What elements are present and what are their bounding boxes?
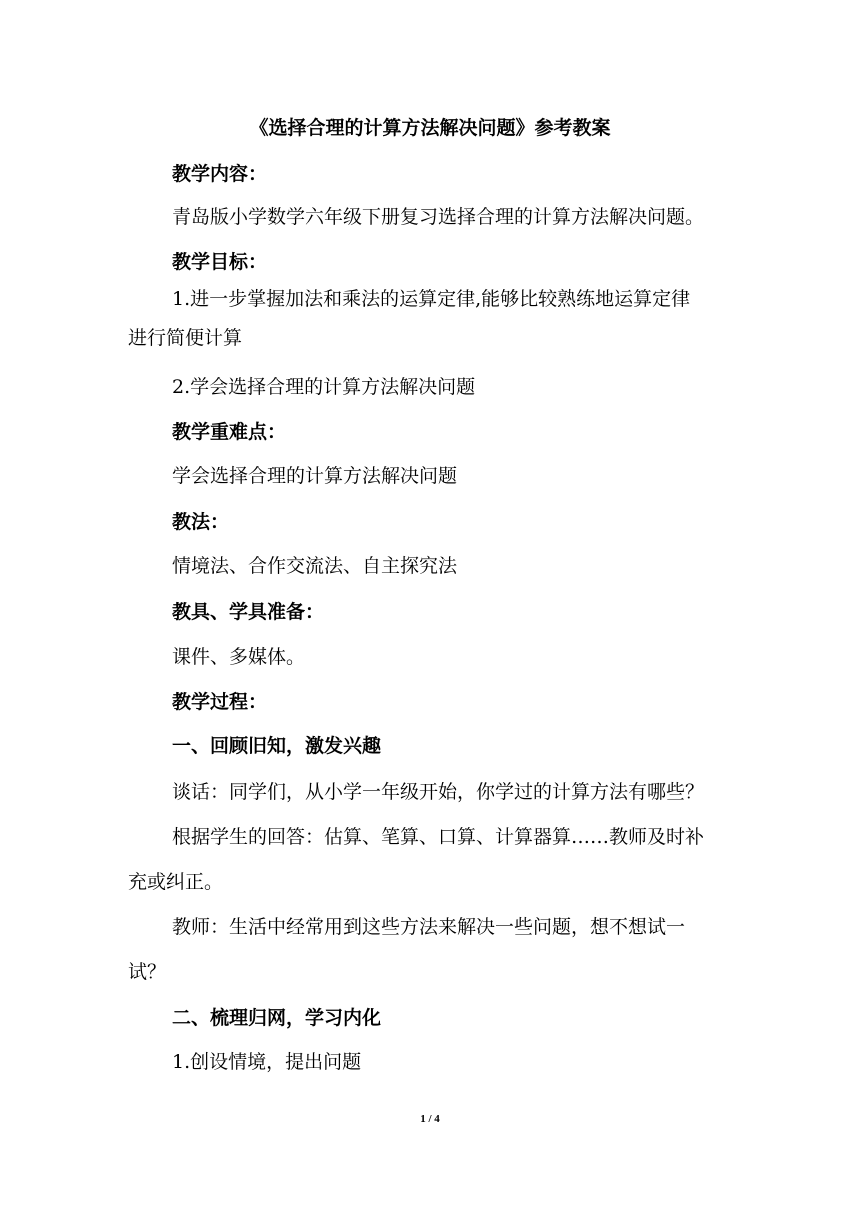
document-title: 《选择合理的计算方法解决问题》参考教案 bbox=[249, 117, 611, 139]
answer-line-2: 充或纠正。 bbox=[128, 871, 224, 893]
teacher-line-1: 教师：生活中经常用到这些方法来解决一些问题，想不想试一 bbox=[172, 916, 686, 938]
methods-heading: 教法： bbox=[172, 511, 230, 533]
goal-1-line-2: 进行简便计算 bbox=[128, 327, 243, 349]
content-heading: 教学内容： bbox=[172, 163, 268, 185]
teacher-line-2: 试？ bbox=[128, 961, 167, 983]
content-text: 青岛版小学数学六年级下册复习选择合理的计算方法解决问题。 bbox=[172, 206, 705, 228]
goal-2-text: 2.学会选择合理的计算方法解决问题 bbox=[172, 376, 476, 398]
goal-1-line-1: 1.进一步掌握加法和乘法的运算定律,能够比较熟练地运算定律 bbox=[172, 288, 691, 310]
section-2-heading: 二、梳理归网，学习内化 bbox=[172, 1007, 382, 1029]
talk-text: 谈话：同学们，从小学一年级开始，你学过的计算方法有哪些？ bbox=[172, 781, 705, 803]
goals-heading: 教学目标： bbox=[172, 251, 268, 273]
process-heading: 教学过程： bbox=[172, 691, 268, 713]
subsection-1-text: 1.创设情境，提出问题 bbox=[172, 1051, 362, 1073]
page-number: 1 / 4 bbox=[420, 1113, 440, 1125]
key-points-text: 学会选择合理的计算方法解决问题 bbox=[172, 465, 458, 487]
answer-line-1: 根据学生的回答：估算、笔算、口算、计算器算……教师及时补 bbox=[172, 826, 705, 848]
methods-text: 情境法、合作交流法、自主探究法 bbox=[172, 555, 458, 577]
tools-text: 课件、多媒体。 bbox=[172, 646, 306, 668]
tools-heading: 教具、学具准备： bbox=[172, 601, 325, 623]
section-1-heading: 一、回顾旧知，激发兴趣 bbox=[172, 735, 382, 757]
key-points-heading: 教学重难点： bbox=[172, 421, 287, 443]
